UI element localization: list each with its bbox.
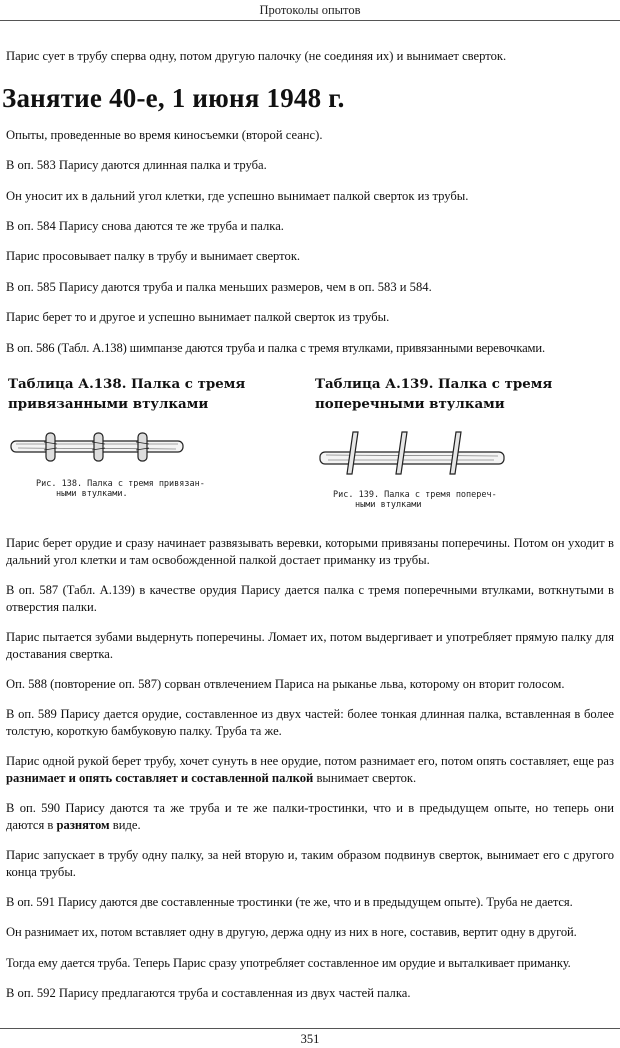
- paragraph: Оп. 588 (повторение оп. 587) сорван отвлечением Париса на рыканье льва, которому он вторит голосом.: [6, 677, 565, 691]
- paragraph: Парис берет то и другое и успешно вынимает палкой сверток из трубы.: [6, 310, 390, 324]
- emphasized-text: разнятом: [56, 818, 110, 832]
- page-number: 351: [300, 1032, 320, 1046]
- text-run: вынимает сверток.: [313, 771, 417, 785]
- paragraph: Парис берет орудие и сразу начинает развязывать веревки, которыми привязаны поперечины. Потом он уходит в дальний угол клетки и там освобожденной палкой достает приманку из трубы.: [6, 536, 614, 567]
- text-run: В оп. 590 Парису даются та же труба и те же палки-тростинки, что и в предыдущем опыте, но теперь они даются в: [6, 801, 614, 832]
- paragraph: Тогда ему дается труба. Теперь Парис сразу употребляет составленное им орудие и выталкивает приманку.: [6, 956, 571, 970]
- paragraph: Парис пытается зубами выдернуть поперечины. Ломает их, потом выдергивает и употребляет прямую палку для доставания свертка.: [6, 630, 614, 661]
- table-title: Таблица А.139. Палка с тремя: [315, 376, 553, 392]
- paragraph: В оп. 591 Парису даются две составленные тростинки (те же, что и в предыдущем опыте). Труба не дается.: [6, 895, 573, 909]
- stick-with-cross-bushings-figure: [318, 428, 508, 480]
- bushing: [92, 433, 105, 461]
- figure-caption: ными втулками: [355, 500, 422, 510]
- paragraph: В оп. 589 Парису дается орудие, составленное из двух частей: более тонкая длинная палка, вставленная в более толстую, короткую бамбуковую палку. Труба та же.: [6, 707, 614, 738]
- figure-caption: ными втулками.: [56, 489, 128, 499]
- paragraph: Парис просовывает палку в трубу и вынимает сверток.: [6, 249, 301, 263]
- paragraph: Он уносит их в дальний угол клетки, где успешно вынимает палкой сверток из трубы.: [6, 189, 469, 203]
- header-rule: [0, 20, 620, 21]
- bushing: [44, 433, 57, 461]
- paragraph: [6, 753, 614, 787]
- paragraph: В оп. 586 (Табл. А.138) шимпанзе даются труба и палка с тремя втулками, привязанными веревочками.: [6, 341, 545, 355]
- text-run: Парис одной рукой берет трубу, хочет сунуть в нее орудие, потом разнимает его, потом опять составляет, еще раз: [6, 754, 614, 768]
- paragraph: В оп. 584 Парису снова даются те же труба и палка.: [6, 219, 284, 233]
- table-title: привязанными втулками: [8, 396, 209, 412]
- paragraph: В оп. 592 Парису предлагаются труба и составленная из двух частей палка.: [6, 986, 411, 1000]
- text-run: виде.: [109, 818, 141, 832]
- running-header: Протоколы опытов: [259, 3, 361, 17]
- stick-with-tied-bushings-figure: [8, 428, 188, 468]
- paragraph: Опыты, проведенные во время киносъемки (второй сеанс).: [6, 128, 323, 142]
- paragraph: [6, 800, 614, 834]
- table-title: Таблица А.138. Палка с тремя: [8, 376, 246, 392]
- table-title: поперечными втулками: [315, 396, 505, 412]
- paragraph: В оп. 583 Парису даются длинная палка и труба.: [6, 158, 267, 172]
- paragraph: В оп. 585 Парису даются труба и палка меньших размеров, чем в оп. 583 и 584.: [6, 280, 432, 294]
- figure-caption: Рис. 138. Палка с тремя привязан-: [36, 479, 205, 489]
- paragraph: Парис запускает в трубу одну палку, за ней вторую и, таким образом подвинув сверток, вынимает его с другого конца трубы.: [6, 848, 614, 879]
- bushing: [136, 433, 149, 461]
- section-heading: Занятие 40-е, 1 июня 1948 г.: [2, 83, 345, 113]
- figure-caption: Рис. 139. Палка с тремя попереч-: [333, 490, 497, 500]
- footer-rule: [0, 1028, 620, 1029]
- paragraph: В оп. 587 (Табл. А.139) в качестве орудия Парису дается палка с тремя поперечными втулками, воткнутыми в отверстия палки.: [6, 583, 614, 614]
- paragraph: Он разнимает их, потом вставляет одну в другую, держа одну из них в ноге, составив, вертит одну в другой.: [6, 925, 577, 939]
- emphasized-text: разнимает и опять составляет и составленной палкой: [6, 771, 314, 785]
- paragraph: Парис сует в трубу сперва одну, потом другую палочку (не соединяя их) и вынимает сверток.: [6, 49, 507, 63]
